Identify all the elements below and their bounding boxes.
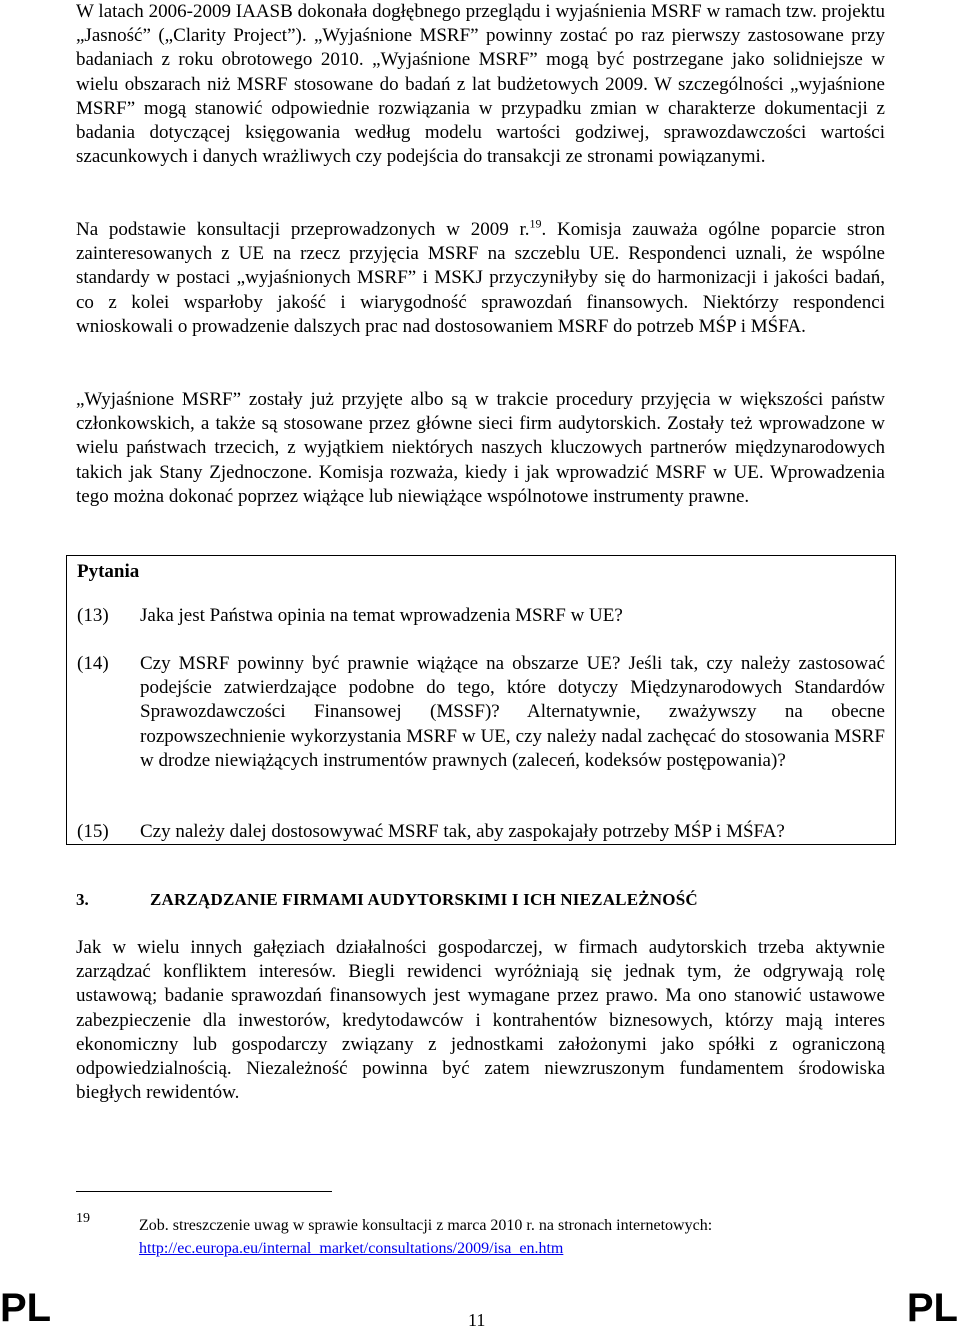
- question-text: Jaka jest Państwa opinia na temat wprowadzenia MSRF w UE?: [140, 605, 623, 626]
- section-number: 3.: [76, 890, 89, 909]
- section-paragraph: Jak w wielu innych gałęziach działalności gospodarczej, w firmach audytorskich trzeba aktywnie zarządzać konfliktem interesów. Biegli rewidenci wyróżniają się jednak tym, że odgrywają rolę ustawową; badanie sprawozdań finansowych jest wymagane przez prawo. Ma ono stanowić ustawowe zabezpieczenie dla inwestorów, kredytodawców i kontrahentów biznesowych, którzy mają interes ekonomiczny lub gospodarczy związany z jednostkami założonymi jako spółki z ograniczoną odpowiedzialnością. Niezależność powinna być zatem niewzruszonym fundamentem środowiska biegłych rewidentów.: [76, 937, 885, 1104]
- question-item: [77, 652, 885, 773]
- footnote-link[interactable]: http://ec.europa.eu/internal_market/consultations/2009/isa_en.htm: [139, 1240, 564, 1257]
- language-code-left: PL: [0, 1286, 52, 1330]
- page-number: 11: [468, 1310, 486, 1330]
- section-title: ZARZĄDZANIE FIRMAMI AUDYTORSKIMI I ICH NIEZALEŻNOŚĆ: [150, 890, 698, 909]
- question-text: Czy należy dalej dostosowywać MSRF tak, aby zaspokajały potrzeby MŚP i MŚFA?: [140, 821, 785, 842]
- footnote-number: 19: [76, 1211, 90, 1226]
- footnote-reference[interactable]: 19: [529, 216, 542, 231]
- intro-paragraph: W latach 2006-2009 IAASB dokonała dogłębnego przeglądu i wyjaśnienia MSRF w ramach tzw. projektu „Jasność” („Clarity Project”). „Wyjaśnione MSRF” powinny zostać po raz pierwszy zastosowane przy badaniach z roku obrotowego 2010. „Wyjaśnione MSRF” mogą być postrzegane jako solidniejsze w wielu obszarach niż MSRF stosowane do badań z lat budżetowych 2009. W szczególności „wyjaśnione MSRF” mogą stanowić odpowiednie rozwiązania w przypadku zmian w charakterze dokumentacji z badania dotyczącej księgowania według modelu wartości godziwej, sprawozdawczości wartości szacunkowych i danych wrażliwych czy podejścia do transakcji ze stronami powiązanymi.: [76, 1, 885, 168]
- consultation-text-start: Na podstawie konsultacji przeprowadzonych w 2009 r.: [76, 219, 530, 240]
- question-number: (15): [77, 821, 109, 842]
- questions-title: Pytania: [77, 561, 140, 582]
- consultation-paragraph: [76, 218, 885, 339]
- question-number: (14): [77, 653, 109, 674]
- footnote-text-block: [139, 1214, 839, 1260]
- questions-box: [66, 555, 896, 845]
- consultation-text-end: . Komisja zauważa ogólne poparcie stron zainteresowanych z UE na rzecz przyjęcia MSRF na szczeblu UE. Respondenci uznali, że wspólne standardy w postaci „wyjaśnionych MSRF” i MSKJ przyczyniłyby się do harmonizacji i jakości badań, co z kolei wsparłoby jakość i wiarygodność sprawozdań finansowych. Niektórzy respondenci wnioskowali o prowadzenie dalszych prac nad dostosowaniem MSRF do potrzeb MŚP i MŚFA.: [76, 219, 885, 337]
- language-code-right: PL: [906, 1286, 958, 1330]
- question-item: [77, 604, 885, 628]
- footnote-text: Zob. streszczenie uwag w sprawie konsultacji z marca 2010 r. na stronach internetowych:: [139, 1217, 713, 1234]
- footnote-divider: [76, 1191, 332, 1192]
- adoption-paragraph: „Wyjaśnione MSRF” zostały już przyjęte albo są w trakcie procedury przyjęcia w większości państw członkowskich, a także są stosowane przez główne sieci firm audytorskich. Zostały też wprowadzone w wielu państwach trzecich, z wyjątkiem niektórych naszych kluczowych partnerów międzynarodowych takich jak Stany Zjednoczone. Komisja rozważa, kiedy i jak wprowadzić MSRF w UE. Wprowadzenia tego można dokonać poprzez wiążące lub niewiążące wspólnotowe instrumenty prawne.: [76, 389, 885, 507]
- question-item: [77, 820, 885, 844]
- question-text: Czy MSRF powinny być prawnie wiążące na obszarze UE? Jeśli tak, czy należy zastosować podejście zatwierdzające podobne do tego, które dotyczy Międzynarodowych Standardów Sprawozdawczości Finansowej (MSSF)? Alternatywnie, zważywszy na obecne rozpowszechnienie wykorzystania MSRF w UE, czy należy nadal zachęcać do stosowania MSRF w drodze niewiążących instrumentów prawnych (zaleceń, kodeksów postępowania)?: [140, 653, 885, 771]
- question-number: (13): [77, 605, 109, 626]
